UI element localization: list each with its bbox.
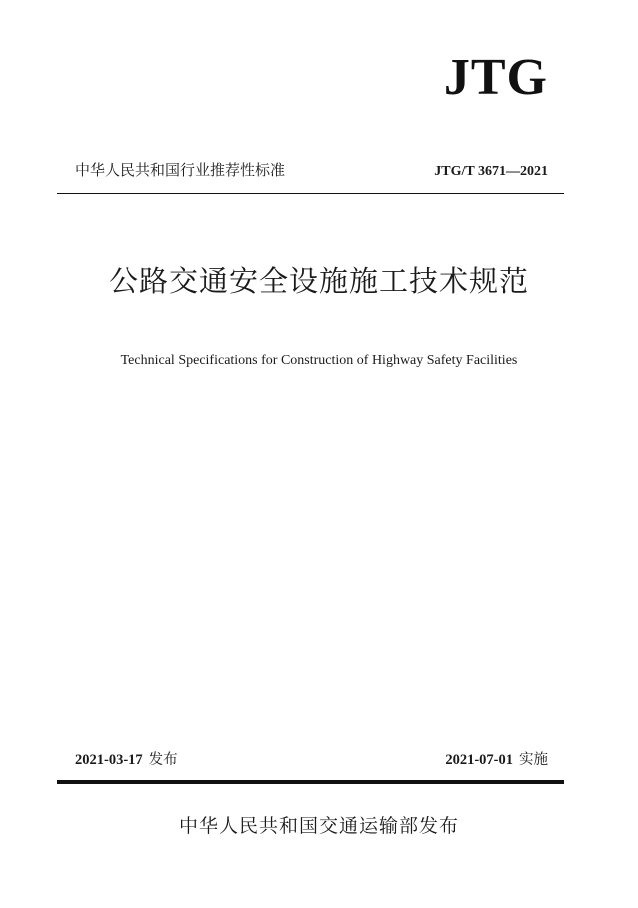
header-divider <box>57 193 564 194</box>
jtg-logo: JTG <box>443 49 548 106</box>
issue-date-block <box>75 750 178 770</box>
document-title-chinese: 公路交通安全设施施工技术规范 <box>108 264 529 298</box>
document-title-english: Technical Specifications for Construction of Highway Safety Facilities <box>120 353 518 368</box>
implementation-label: 实施 <box>519 752 548 768</box>
standard-number: JTG/T 3671—2021 <box>434 164 548 179</box>
publisher: 中华人民共和国交通运输部发布 <box>178 815 459 837</box>
implementation-date-block <box>445 750 548 770</box>
issue-label: 发布 <box>148 752 178 768</box>
issue-date: 2021-03-17 <box>75 752 143 768</box>
implementation-date: 2021-07-01 <box>445 752 513 768</box>
footer-divider <box>57 780 564 784</box>
standard-category: 中华人民共和国行业推荐性标准 <box>75 161 286 179</box>
